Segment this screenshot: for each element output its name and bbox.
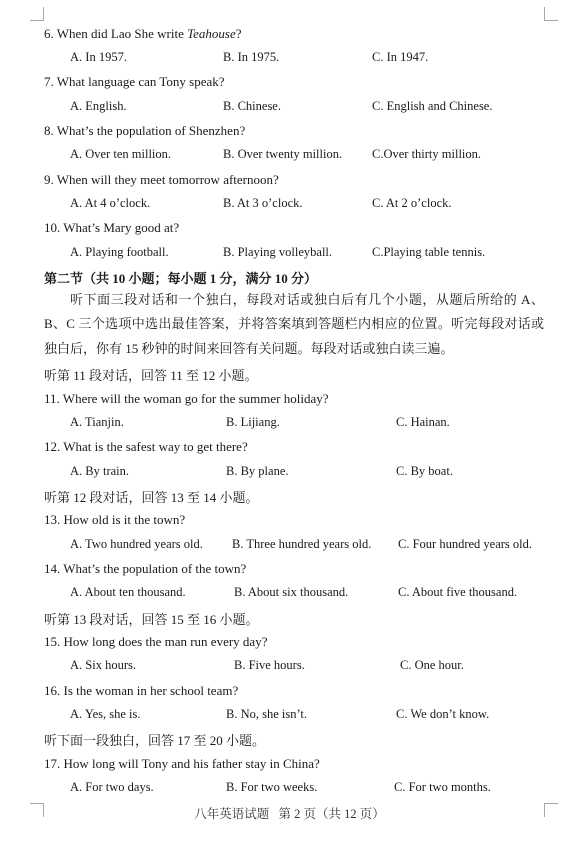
question-number: 13. [44, 512, 61, 527]
option-c: C. For two months. [394, 780, 491, 794]
dialogue-instruction: 听第 11 段对话，回答 11 至 12 小题。 [44, 368, 258, 383]
question-text: Where will the woman go for the summer holiday? [62, 391, 329, 406]
exam-name: 八年英语试题 [194, 807, 270, 821]
option-a: A. By train. [70, 464, 130, 478]
option-c: C.Over thirty million. [372, 147, 482, 161]
option-b: B. Lijiang. [226, 415, 280, 429]
section-instructions: 听下面三段对话和一个独白，每段对话或独白后有几个小题，从题后所给的 A、B、C 三个选项中选出最佳答案，并将答案填到答题栏内相应的位置。听完每段对话或独白后，你有 15 秒钟的时间来回答有关问题。每段对话或独白读三遍。 [44, 292, 544, 356]
question-mark: ? [235, 26, 242, 41]
option-c: C. English and Chinese. [372, 99, 493, 113]
question-number: 9. [44, 172, 54, 187]
option-c: C. One hour. [400, 658, 464, 672]
question-text: How long does the man run every day? [63, 634, 268, 649]
option-a: A. Over ten million. [70, 147, 172, 161]
question-title-italic: Teahouse [187, 26, 236, 41]
option-b: B. Five hours. [234, 658, 305, 672]
question-number: 15. [44, 634, 61, 649]
dialogue-instruction: 听第 13 段对话，回答 15 至 16 小题。 [44, 612, 259, 627]
page-number: 第 2 页（共 12 页） [278, 807, 385, 821]
question-number: 10. [44, 220, 61, 235]
option-a: A. Tianjin. [70, 415, 124, 429]
question-8 [44, 123, 245, 139]
option-c: C. Four hundred years old. [398, 537, 533, 551]
option-a: A. Two hundred years old. [70, 537, 203, 551]
question-text: What language can Tony speak? [56, 74, 225, 89]
monologue-instruction: 听下面一段独白，回答 17 至 20 小题。 [44, 733, 266, 748]
question-text: What’s Mary good at? [63, 220, 180, 235]
question-14 [44, 561, 246, 577]
option-b: B. Over twenty million. [223, 147, 343, 161]
question-text: How long will Tony and his father stay in China? [63, 756, 320, 771]
option-a: A. At 4 o’clock. [70, 196, 151, 210]
question-text: Is the woman in her school team? [63, 683, 239, 698]
question-11 [44, 391, 329, 407]
option-a: A. English. [70, 99, 127, 113]
option-c: C. Hainan. [396, 415, 450, 429]
option-b: B. At 3 o’clock. [223, 196, 303, 210]
question-text: What’s the population of the town? [63, 561, 247, 576]
question-9 [44, 172, 279, 188]
question-text: When will they meet tomorrow afternoon? [56, 172, 279, 187]
option-b: B. In 1975. [223, 50, 280, 64]
question-text: What’s the population of Shenzhen? [56, 123, 246, 138]
question-number: 6. [44, 26, 54, 41]
question-number: 8. [44, 123, 54, 138]
option-a: A. In 1957. [70, 50, 127, 64]
option-c: C. At 2 o’clock. [372, 196, 452, 210]
option-c: C. In 1947. [372, 50, 429, 64]
option-a: A. Playing football. [70, 245, 169, 259]
question-17 [44, 756, 320, 772]
question-number: 7. [44, 74, 54, 89]
question-number: 12. [44, 439, 61, 454]
option-b: B. For two weeks. [226, 780, 318, 794]
option-b: B. Three hundred years old. [232, 537, 372, 551]
option-b: B. By plane. [226, 464, 289, 478]
question-number: 11. [44, 391, 60, 406]
question-text: How old is it the town? [63, 512, 186, 527]
question-15 [44, 634, 267, 650]
option-c: C. We don’t know. [396, 707, 490, 721]
option-a: A. Yes, she is. [70, 707, 141, 721]
crop-mark-top-right [544, 7, 558, 21]
question-number: 17. [44, 756, 61, 771]
page-footer [0, 804, 579, 822]
option-a: A. About ten thousand. [70, 585, 186, 599]
option-c: C.Playing table tennis. [372, 245, 486, 259]
question-6 [44, 26, 242, 42]
question-10 [44, 220, 179, 236]
question-number: 14. [44, 561, 61, 576]
option-b: B. Chinese. [223, 99, 281, 113]
option-a: A. For two days. [70, 780, 154, 794]
question-13 [44, 512, 185, 528]
question-12 [44, 439, 248, 455]
question-text: What is the safest way to get there? [63, 439, 248, 454]
question-text: When did Lao She write [56, 26, 188, 41]
question-number: 16. [44, 683, 61, 698]
option-a: A. Six hours. [70, 658, 136, 672]
option-b: B. No, she isn’t. [226, 707, 308, 721]
question-7 [44, 74, 225, 90]
crop-mark-top-left [30, 7, 44, 21]
question-16 [44, 683, 238, 699]
option-b: B. Playing volleyball. [223, 245, 333, 259]
option-b: B. About six thousand. [234, 585, 349, 599]
section-title: 第二节（共 10 小题；每小题 1 分，满分 10 分） [44, 271, 318, 286]
option-c: C. By boat. [396, 464, 453, 478]
option-c: C. About five thousand. [398, 585, 518, 599]
dialogue-instruction: 听第 12 段对话，回答 13 至 14 小题。 [44, 490, 259, 505]
